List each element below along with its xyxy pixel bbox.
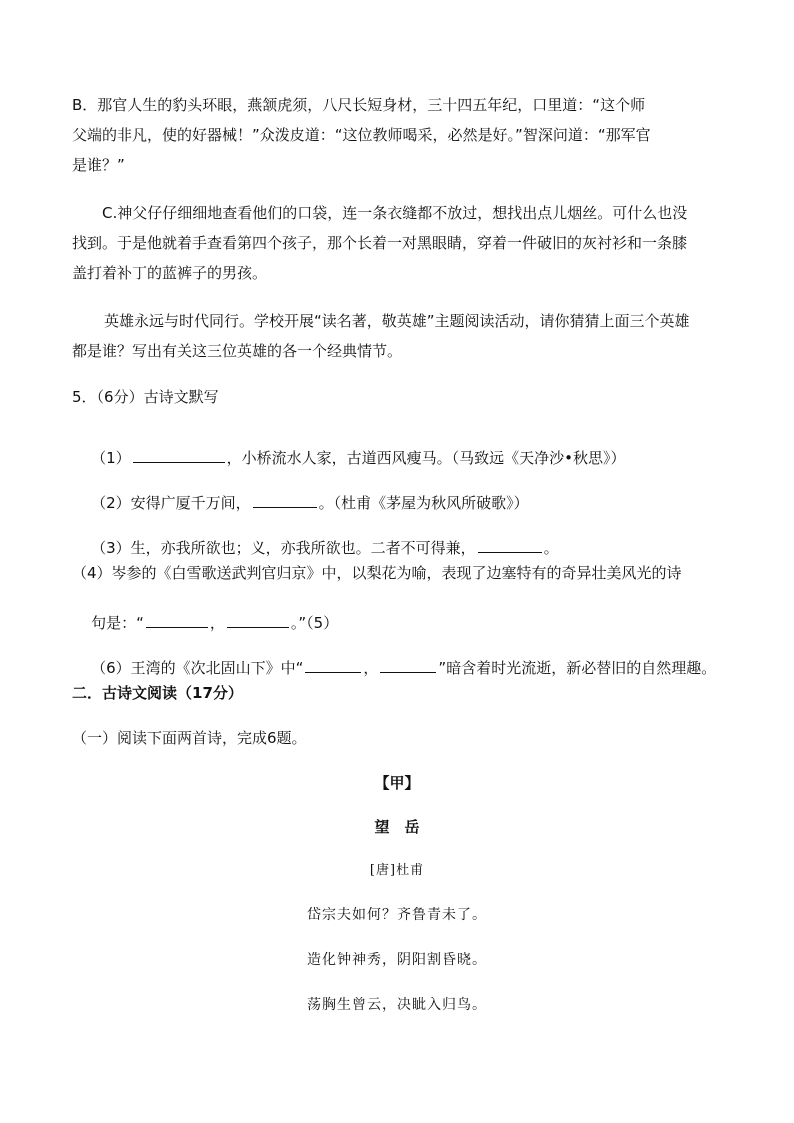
- q5-item-1-prefix: （1）: [91, 449, 131, 467]
- poem-a-line-3: 荡胸生曾云，决眦入归鸟。: [307, 997, 487, 1013]
- poem-a-line-2: 造化钟神秀，阴阳割昏晓。: [307, 952, 487, 968]
- answer-blank-4b[interactable]: [227, 612, 289, 628]
- answer-blank-6a[interactable]: [305, 657, 361, 673]
- q5-item-3-suffix: 。: [543, 539, 559, 557]
- option-c-line-3: 盖打着补丁的蓝裤子的男孩。: [72, 264, 268, 282]
- q5-item-6-comma: ，: [363, 659, 379, 677]
- poem-a-marker: 【甲】: [374, 774, 420, 792]
- heroes-prompt-line-2: 都是谁？写出有关这三位英雄的各一个经典情节。: [72, 342, 403, 360]
- heroes-prompt-line-1: 英雄永远与时代同行。学校开展“读名著，敬英雄”主题阅读活动，请你猜猜上面三个英雄: [104, 312, 690, 330]
- answer-blank-3[interactable]: [478, 537, 542, 553]
- q5-item-2: [72, 477, 529, 526]
- poem-a-author: [唐]杜甫: [369, 863, 425, 878]
- option-c-line-1: C.神父仔仔细细地查看他们的口袋，连一条衣缝都不放过，想找出点儿烟丝。可什么也没: [102, 204, 688, 222]
- q5-item-1: [72, 432, 625, 481]
- q5-item-4-comma: ，: [209, 614, 225, 632]
- option-b-line-2: 父端的非凡，使的好器械！”众泼皮道：“这位教师喝采，必然是好。”智深问道：“那军官: [72, 126, 651, 144]
- option-c-line-2: 找到。于是他就着手查看第四个孩子，那个长着一对黑眼睛，穿着一件破旧的灰衬衫和一条膝: [72, 234, 688, 252]
- q5-item-6-suffix: ”暗含着时光流逝，新必替旧的自然理趣。: [438, 659, 717, 677]
- q5-item-2-prefix: （2）安得广厦千万间，: [91, 494, 251, 512]
- answer-blank-1[interactable]: [133, 447, 225, 463]
- q5-item-3-prefix: （3）生，亦我所欲也；义，亦我所欲也。二者不可得兼，: [91, 539, 476, 557]
- option-b-line-1: B．那官人生的豹头环眼，燕颔虎须，八尺长短身材，三十四五年纪，口里道：“这个师: [72, 96, 646, 114]
- q5-item-6-prefix: （6）王湾的《次北固山下》中“: [91, 659, 304, 677]
- q5-item-4-line-1: （4）岑参的《白雪歌送武判官归京》中，以梨花为喻，表现了边塞特有的奇异壮美风光的诗: [72, 564, 682, 582]
- q5-item-2-suffix: 。（杜甫《茅屋为秋风所破歌》）: [318, 494, 529, 512]
- answer-blank-2[interactable]: [253, 492, 317, 508]
- q5-item-4-line-2: [72, 597, 338, 646]
- section-2-heading: 二．古诗文阅读（17分）: [72, 684, 243, 702]
- q5-item-1-suffix: ，小桥流水人家，古道西风瘦马。（马致远《天净沙•秋思》）: [226, 449, 626, 467]
- question-5-title: 5．（6分）古诗文默写: [72, 388, 219, 406]
- option-b-line-3: 是谁？”: [72, 156, 125, 174]
- section-2-subheading: （一）阅读下面两首诗，完成6题。: [72, 729, 307, 747]
- q5-item-4-suffix: 。”（5）: [290, 614, 339, 632]
- poem-a-line-1: 岱宗夫如何？齐鲁青未了。: [307, 907, 487, 923]
- answer-blank-6b[interactable]: [380, 657, 436, 673]
- answer-blank-4a[interactable]: [146, 612, 208, 628]
- poem-a-title: 望 岳: [374, 818, 420, 836]
- q5-item-4-prefix: 句是：“: [91, 614, 144, 632]
